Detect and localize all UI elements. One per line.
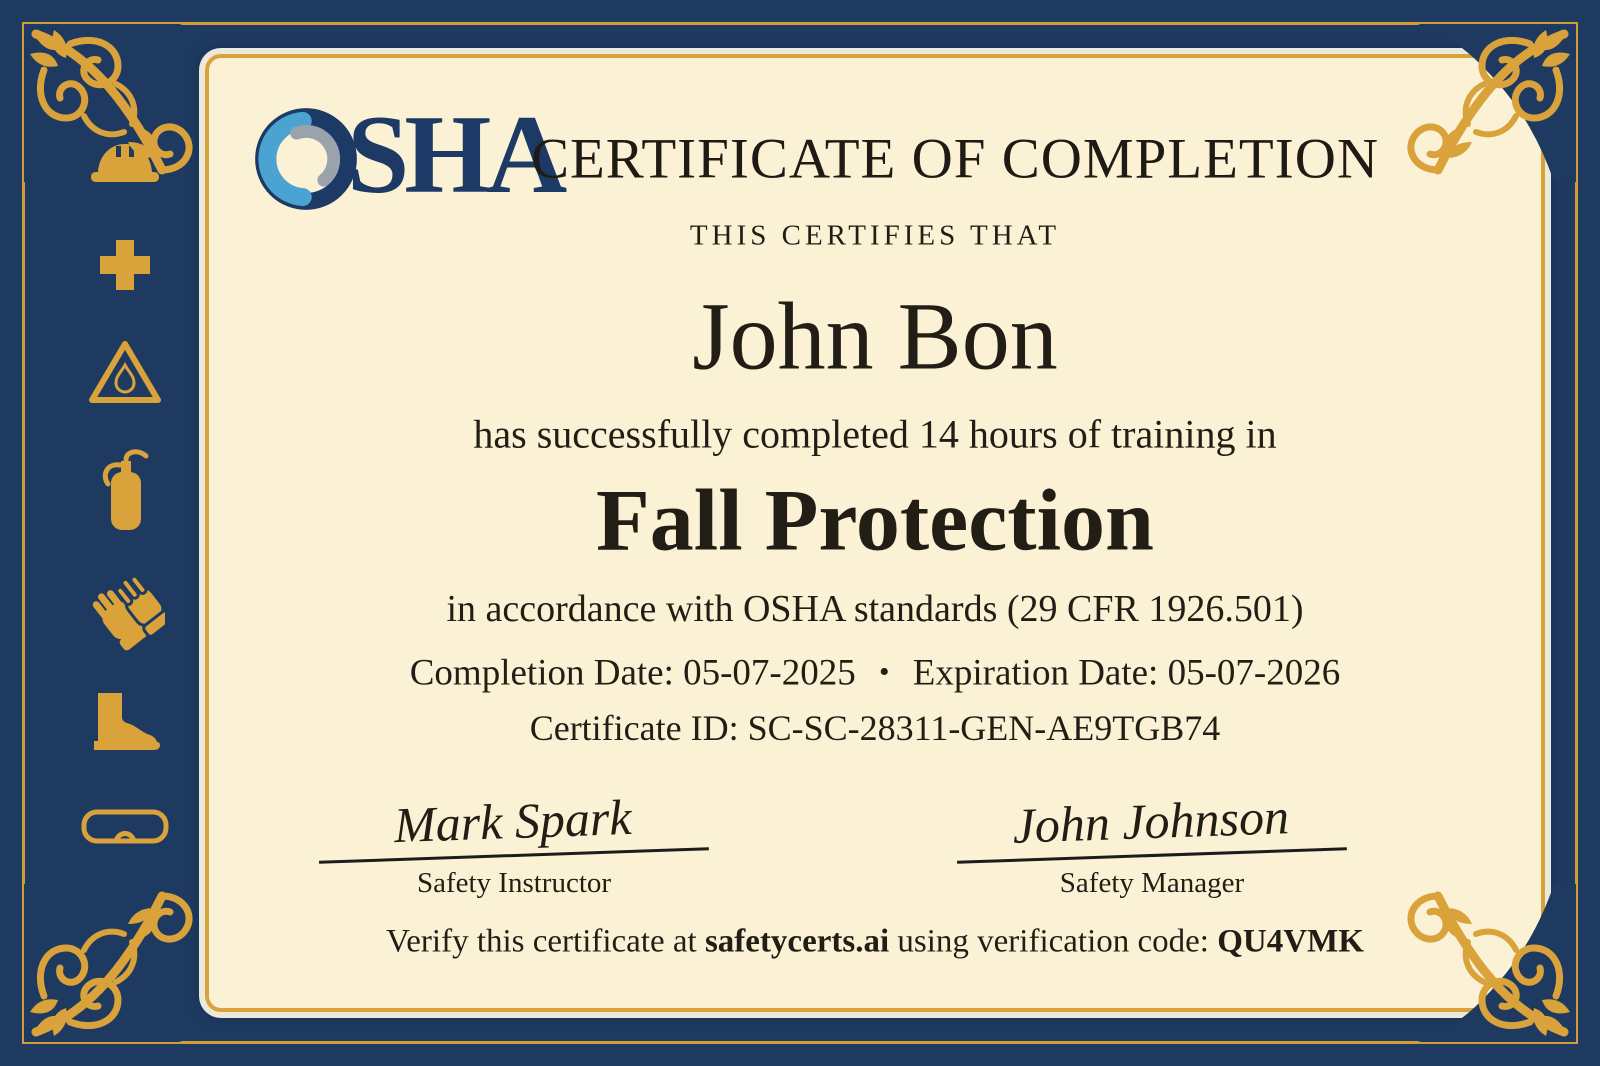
corner-flourish-top-right-icon [1380, 24, 1576, 220]
certifies-label: THIS CERTIFIES THAT [689, 219, 1061, 252]
verify-prefix: Verify this certificate at [386, 923, 705, 960]
completion-statement: has successfully completed 14 hours of training in [473, 411, 1277, 457]
osha-ring-icon [253, 106, 359, 212]
corner-flourish-bottom-left-icon [24, 846, 220, 1042]
dates-line [209, 652, 1541, 695]
course-name: Fall Protection [596, 472, 1154, 570]
certificate-id-line [209, 707, 1541, 749]
signature-block-instructor [319, 772, 709, 900]
protective-gloves-icon [85, 567, 165, 653]
corner-flourish-bottom-right-icon [1380, 846, 1576, 1042]
completion-date-value: 05-07-2025 [683, 652, 856, 694]
verify-middle: using verification code: [889, 923, 1218, 960]
fire-extinguisher-icon [93, 446, 157, 538]
manager-signature: John Johnson [954, 765, 1347, 864]
expiration-date-value: 05-07-2026 [1167, 652, 1341, 694]
first-aid-cross-icon [97, 237, 153, 293]
instructor-role-label: Safety Instructor [416, 867, 612, 899]
expiration-date-label: Expiration Date: [912, 652, 1159, 694]
safety-boot-icon [86, 690, 164, 756]
certificate-title: CERTIFICATE OF COMPLETION [530, 127, 1380, 191]
manager-role-label: Safety Manager [1059, 867, 1245, 899]
recipient-name: John Bon [692, 282, 1058, 390]
certificate-id-label: Certificate ID: [529, 708, 739, 748]
signature-block-manager [957, 772, 1347, 900]
standards-line: in accordance with OSHA standards (29 CFR 1926.501) [446, 588, 1304, 630]
flammable-warning-triangle-icon [87, 338, 163, 406]
certificate-panel [205, 54, 1545, 1012]
certificate-id-value: SC-SC-28311-GEN-AE9TGB74 [747, 708, 1221, 748]
verify-code: QU4VMK [1217, 923, 1364, 960]
verify-site: safetycerts.ai [704, 923, 890, 960]
dates-separator: • [879, 655, 890, 689]
completion-date-label: Completion Date: [409, 652, 674, 694]
safety-goggles-icon [81, 807, 169, 847]
osha-logo-text: SHA [347, 93, 563, 217]
instructor-signature: Mark Spark [316, 765, 709, 864]
corner-flourish-top-left-icon [24, 24, 220, 220]
verification-line [209, 924, 1541, 961]
